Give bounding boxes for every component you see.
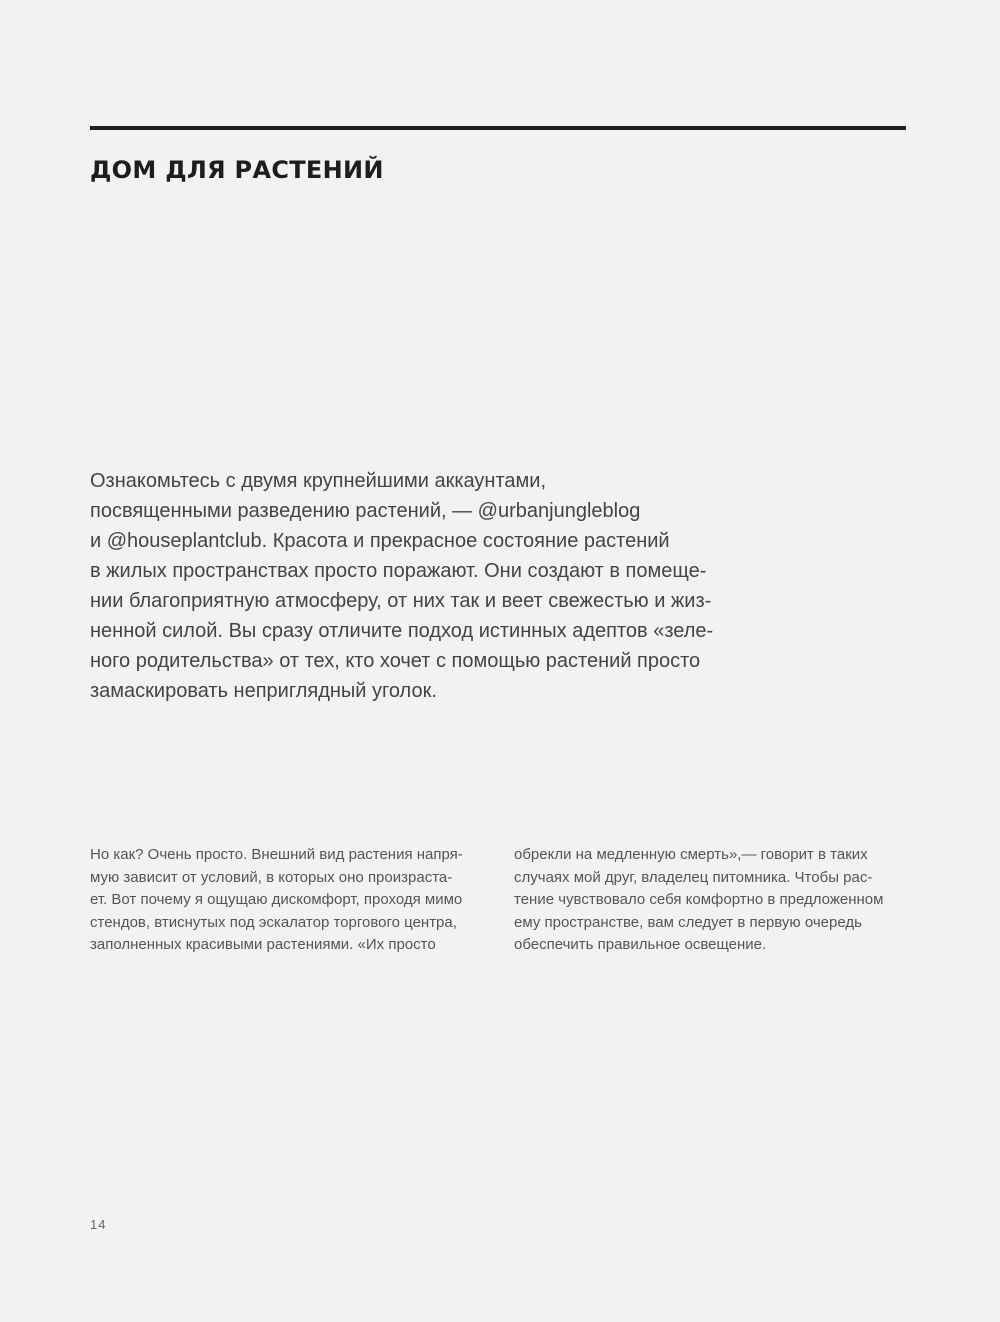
body-line: мую зависит от условий, в которых оно произраста- bbox=[90, 868, 453, 886]
body-line: Но как? Очень просто. Внешний вид растения напря- bbox=[90, 846, 463, 863]
body-line: случаях мой друг, владелец питомника. Чтобы рас- bbox=[514, 868, 873, 886]
lead-line: ненной силой. Вы сразу отличите подход истинных адептов «зеле- bbox=[90, 620, 714, 642]
lead-line: посвященными разведению растений, — @urbanjungleblog bbox=[90, 500, 641, 522]
body-line: обрекли на медленную смерть»,— говорит в таких bbox=[514, 846, 868, 863]
body-line: ему пространстве, вам следует в первую очередь bbox=[514, 913, 862, 931]
body-column-right bbox=[514, 844, 914, 957]
lead-line: ного родительства» от тех, кто хочет с помощью растений просто bbox=[90, 650, 701, 672]
body-column-left bbox=[90, 844, 490, 957]
lead-line: замаскировать неприглядный уголок. bbox=[90, 680, 437, 702]
body-line: заполненных красивыми растениями. «Их просто bbox=[90, 936, 436, 953]
lead-line: в жилых пространствах просто поражают. Они создают в помеще- bbox=[90, 560, 707, 582]
top-rule bbox=[90, 126, 906, 130]
page-number: 14 bbox=[90, 1217, 107, 1232]
lead-paragraph bbox=[90, 466, 750, 706]
lead-line: нии благоприятную атмосферу, от них так и веет свежестью и жиз- bbox=[90, 590, 712, 612]
body-line: ет. Вот почему я ощущаю дискомфорт, проходя мимо bbox=[90, 891, 463, 908]
page-title: ДОМ ДЛЯ РАСТЕНИЙ bbox=[90, 156, 384, 184]
body-line: тение чувствовало себя комфортно в предложенном bbox=[514, 891, 884, 908]
body-line: обеспечить правильное освещение. bbox=[514, 936, 767, 953]
body-line: стендов, втиснутых под эскалатор торгового центра, bbox=[90, 913, 457, 931]
lead-line: Ознакомьтесь с двумя крупнейшими аккаунтами, bbox=[90, 470, 547, 492]
lead-line: и @houseplantclub. Красота и прекрасное состояние растений bbox=[90, 530, 670, 552]
